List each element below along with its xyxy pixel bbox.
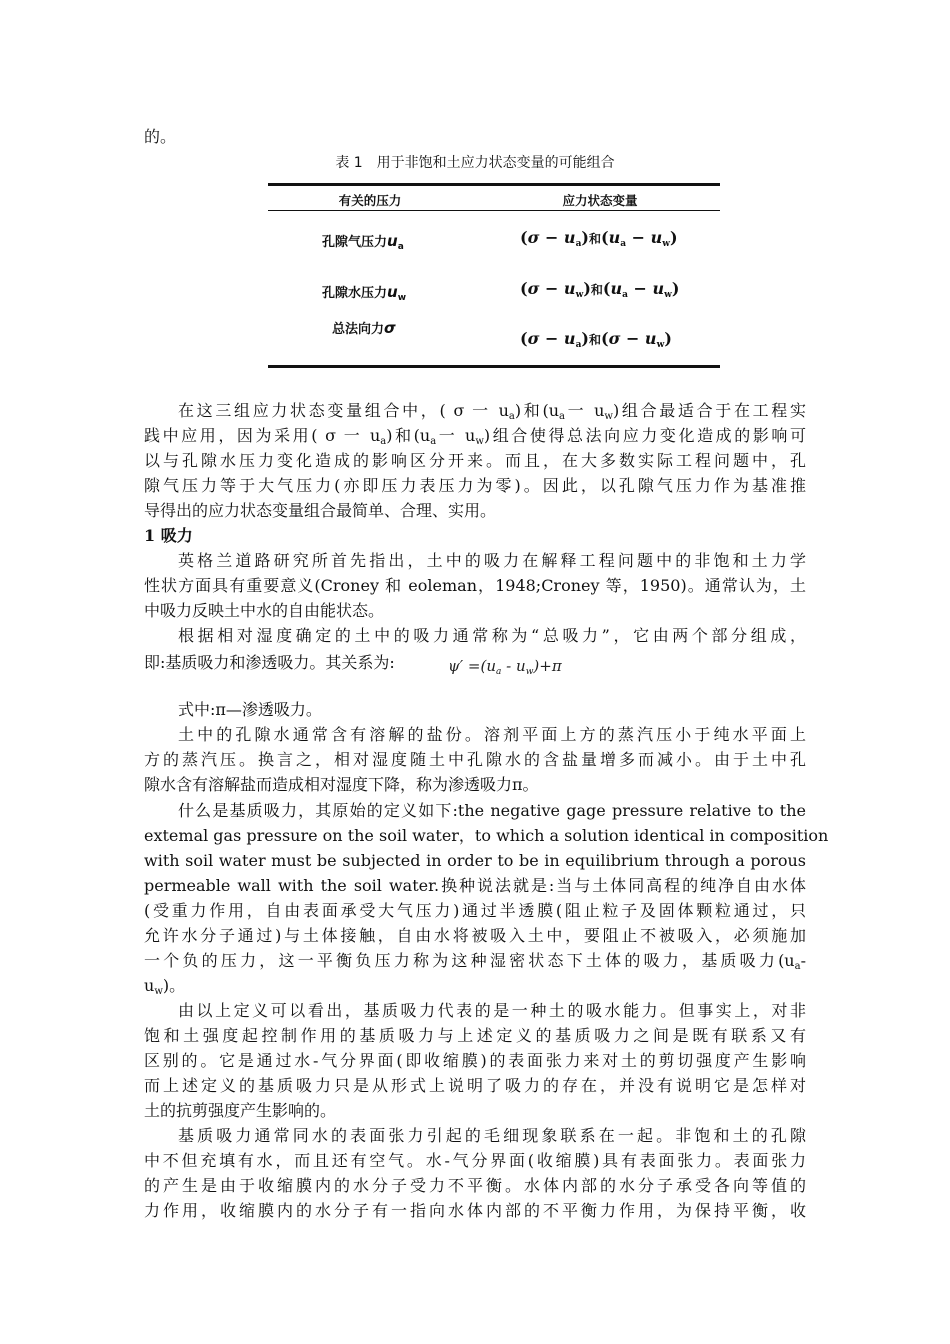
- table-caption: 表 1 用于非饱和土应力状态变量的可能组合: [335, 155, 615, 171]
- para6-line7: 一个负的压力，这一平衡负压力称为这种湿密状态下土体的吸力，基质吸力($u_a-$: [144, 951, 806, 972]
- para8-line1: 基质吸力通常同水的表面张力引起的毛细现象联系在一起。非饱和土的孔隙: [178, 1126, 806, 1145]
- table-cell-variables-1: (σ − ua)和(ua − uw): [520, 228, 678, 249]
- para5-line2: 方的蒸汽压。换言之，相对湿度随土中孔隙水的含盐量增多而减小。由于土中孔: [144, 750, 806, 769]
- para1-line3: 以与孔隙水压力变化造成的影响区分开来。而且，在大多数实际工程问题中，孔: [144, 451, 806, 470]
- table-row-pore-air: 孔隙气压力$u_a$: [322, 232, 404, 252]
- top-text: 的。: [144, 127, 177, 146]
- table-header-rule: [268, 210, 720, 211]
- table-header-variables: 应力状态变量: [562, 193, 638, 208]
- para7-line5: 土的抗剪强度产生影响的。: [144, 1101, 337, 1120]
- para7-line1: 由以上定义可以看出，基质吸力代表的是一种土的吸水能力。但事实上，对非: [178, 1001, 806, 1020]
- para6-line1: 什么是基质吸力，其原始的定义如下:the negative gage pressure relative to the: [178, 801, 806, 820]
- para8-line4: 力作用，收缩膜内的水分子有一指向水体内部的不平衡力作用，为保持平衡，收: [144, 1201, 806, 1220]
- para1-line5: 导得出的应力状态变量组合最简单、合理、实用。: [144, 501, 497, 520]
- para6-line2: extemal gas pressure on the soil water，to which a solution identical in composition: [144, 826, 829, 845]
- para6-line4: permeable wall with the soil water.换种说法就是:当与土体同高程的纯净自由水体: [144, 876, 806, 895]
- para8-line2: 中不但充填有水，而且还有空气。水-气分界面(收缩膜)具有表面张力。表面张力: [144, 1151, 806, 1170]
- para7-line2: 饱和土强度起控制作用的基质吸力与上述定义的基质吸力之间是既有联系又有: [144, 1026, 806, 1045]
- para5-line3: 隙水含有溶解盐而造成相对湿度下降，称为渗透吸力π。: [144, 775, 539, 794]
- para1-line4: 隙气压力等于大气压力(亦即压力表压力为零)。因此，以孔隙气压力作为基准推: [144, 476, 806, 495]
- table-header-pressure: 有关的压力: [338, 193, 402, 208]
- para6-line5: (受重力作用，自由表面承受大气压力)通过半透膜(阻止粒子及固体颗粒通过，只: [144, 901, 806, 920]
- para4: 式中:π—渗透吸力。: [178, 700, 322, 719]
- para1-line2: 践中应用，因为采用( σ 一 $u_a$)和($u_a$一 $u_w$)组合使得总法向应力变化造成的影响可: [144, 426, 806, 447]
- para1-line1: 在这三组应力状态变量组合中，( σ 一 $u_a$)和($u_a$一 $u_w$)组合最适合于在工程实: [178, 401, 806, 422]
- table-top-rule: [268, 183, 720, 186]
- para7-line4: 而上述定义的基质吸力只是从形式上说明了吸力的存在，并没有说明它是怎样对: [144, 1076, 806, 1095]
- table-row-total-normal: 总法向力σ: [332, 319, 396, 337]
- para2-line1: 英格兰道路研究所首先指出，土中的吸力在解释工程问题中的非饱和土力学: [178, 551, 806, 570]
- table-row-pore-water: 孔隙水压力$u_w$: [322, 283, 407, 303]
- para2-line3: 中吸力反映土中水的自由能状态。: [144, 601, 385, 620]
- table-cell-variables-2: (σ − uw)和(ua − uw): [520, 279, 680, 300]
- suction-formula: $\psi' =(u_a - u_w)+\pi$: [448, 657, 562, 677]
- para3-line1: 根据相对湿度确定的土中的吸力通常称为“总吸力”，它由两个部分组成，: [178, 626, 806, 645]
- para6-line8: $u_w$)。: [144, 976, 186, 997]
- para3-line2: 即:基质吸力和渗透吸力。其关系为:: [144, 653, 395, 672]
- para8-line3: 的产生是由于收缩膜内的水分子受力不平衡。水体内部的水分子承受各向等值的: [144, 1176, 806, 1195]
- para6-line3: with soil water must be subjected in order to be in equilibrium through a porous: [144, 851, 806, 870]
- para5-line1: 土中的孔隙水通常含有溶解的盐份。溶剂平面上方的蒸汽压小于纯水平面上: [178, 725, 806, 744]
- para2-line2: 性状方面具有重要意义(Croney 和 eoleman，1948;Croney 等，1950)。通常认为，土: [144, 576, 806, 595]
- section-heading: 1 吸力: [144, 526, 193, 545]
- table-cell-variables-3: (σ − ua)和(σ − uw): [520, 329, 672, 350]
- para7-line3: 区别的。它是通过水-气分界面(即收缩膜)的表面张力来对土的剪切强度产生影响: [144, 1051, 806, 1070]
- para6-line6: 允许水分子通过)与土体接触，自由水将被吸入土中，要阻止不被吸入，必须施加: [144, 926, 806, 945]
- table-bottom-rule: [268, 365, 720, 368]
